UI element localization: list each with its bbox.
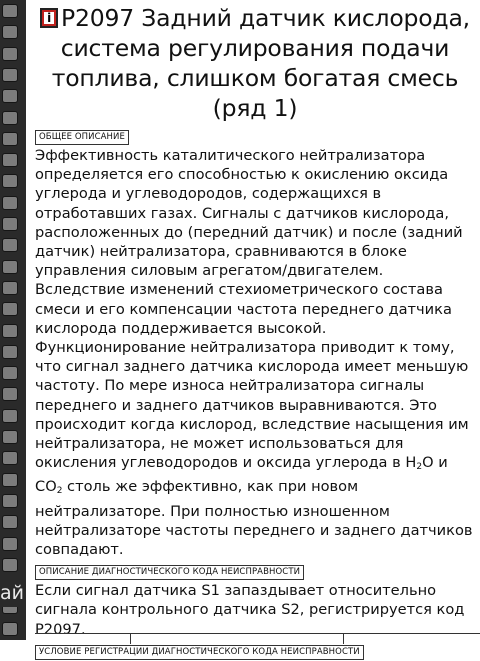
binding-ring	[2, 25, 18, 39]
binding-ring	[2, 132, 18, 146]
binding-ring	[2, 409, 18, 423]
binding-ring	[2, 196, 18, 210]
binding-ring	[2, 260, 18, 274]
binding-ring	[2, 473, 18, 487]
binding-ring	[2, 494, 18, 508]
general-description-text: Эффективность каталитического нейтрализатора определяется его способностью к окислению оксида углерода и углеводородов, содержащихся в отработавших газах. Сигналы с датчиков кислорода, расположенных до (передний датчик) и после (задний датчик) нейтрализатора, сравниваются в блоке управления силовым агрегатом/двигателем. Вследствие изменений стехиометрического состава смеси и его компенсации частота переднего датчика кислорода поддерживается высокой. Функционирование нейтрализатора приводит к тому, что сигнал заднего датчика кислорода имеет меньшую частоту. По мере износа нейтрализатора сигналы переднего и заднего датчиков выравниваются. Это происходит когда кислород, вследствие насыщения им нейтрализатора, не может использоваться для окисления углеводородов и оксида углерода в $H_2O$ и $CO_2$ столь же эффективно, как при новом нейтрализаторе. При полностью изношенном нейтрализаторе частоты переднего и заднего датчиков совпадают.	[35, 147, 473, 559]
binding-ring	[2, 4, 18, 18]
condition-table-top	[35, 633, 480, 644]
side-page-fragment: ай	[0, 579, 22, 607]
section-label-dtc-condition: УСЛОВИЕ РЕГИСТРАЦИИ ДИАГНОСТИЧЕСКОГО КОДА НЕИСПРАВНОСТИ	[35, 645, 364, 660]
content-area	[35, 0, 475, 661]
page-title	[35, 0, 475, 123]
dtc-description-section	[35, 559, 475, 639]
binding-ring	[2, 174, 18, 188]
binding-ring	[2, 451, 18, 465]
binding-ring	[2, 622, 18, 636]
table-column-divider	[343, 634, 344, 644]
binding-ring	[2, 281, 18, 295]
binding-ring	[2, 558, 18, 572]
binding-ring	[2, 430, 18, 444]
binding-ring	[2, 238, 18, 252]
binding-ring	[2, 217, 18, 231]
info-icon[interactable]	[40, 8, 58, 28]
binding-ring	[2, 515, 18, 529]
binding-ring	[2, 324, 18, 338]
dtc-description-text: Если сигнал датчика S1 запаздывает относительно сигнала контрольного датчика S2, регистрируется код P2097.	[35, 582, 465, 638]
spiral-binding	[0, 0, 26, 640]
binding-ring	[2, 537, 18, 551]
binding-ring	[2, 302, 18, 316]
binding-ring	[2, 345, 18, 359]
binding-ring	[2, 153, 18, 167]
page-title-text: P2097 Задний датчик кислорода, система регулирования подачи топлива, слишком богатая смесь (ряд 1)	[51, 4, 470, 122]
binding-ring	[2, 47, 18, 61]
binding-ring	[2, 111, 18, 125]
binding-ring	[2, 366, 18, 380]
general-description-section	[35, 123, 475, 559]
binding-ring	[2, 89, 18, 103]
section-label-dtc-description: ОПИСАНИЕ ДИАГНОСТИЧЕСКОГО КОДА НЕИСПРАВНОСТИ	[35, 565, 304, 580]
section-label-general: ОБЩЕЕ ОПИСАНИЕ	[35, 130, 129, 145]
binding-ring	[2, 68, 18, 82]
table-column-divider	[130, 634, 131, 644]
binding-ring	[2, 387, 18, 401]
